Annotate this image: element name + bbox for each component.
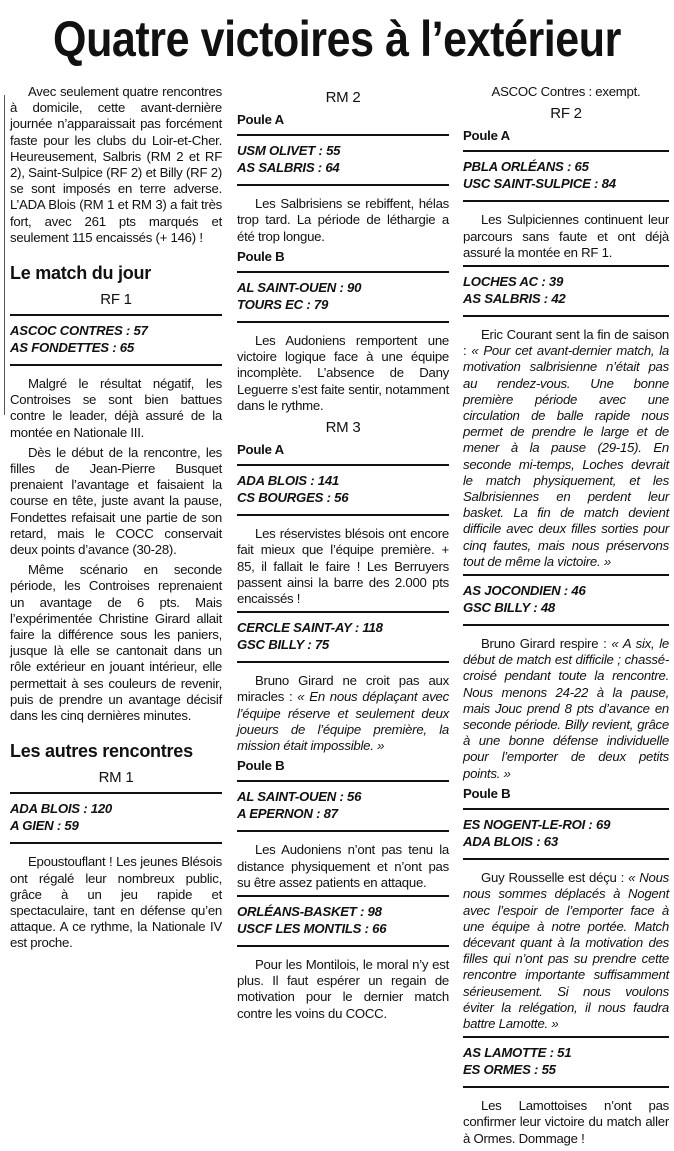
score-home: ADA BLOIS : 141 xyxy=(237,473,340,489)
paragraph-text: Guy Rousselle est déçu : xyxy=(481,870,629,886)
score-box xyxy=(10,314,222,366)
score-away: USCF LES MONTILS : 66 xyxy=(237,921,387,937)
paragraph xyxy=(463,212,669,261)
paragraph xyxy=(237,842,449,891)
poule-label: Poule A xyxy=(237,442,284,458)
paragraph-text: Les Lamottoises n’ont pas confirmer leur victoire du match aller à Ormes. Dommage ! xyxy=(463,1098,669,1146)
section-heading: Le match du jour xyxy=(10,263,152,284)
paragraph-text: Pour les Montilois, le moral n’y est plus. Il faut espérer un regain de motivation pour le dernier match contre les voins du COCC. xyxy=(237,957,449,1021)
score-box xyxy=(463,150,669,202)
score-box xyxy=(237,895,449,947)
score-box xyxy=(463,1036,669,1088)
paragraph-text: Les Sulpiciennes continuent leur parcours sans faute et ont déjà assuré la montée en RF 1. xyxy=(463,212,669,260)
paragraph-text: Avec seulement quatre rencontres à domicile, cette avant-dernière journée n’apparaissait pas forcément faste pour les clubs du Loir-et-Cher. Heureusement, Salbris (RM 2 et RF 2), Saint-Sulpice (RF 2) et Billy (RF 2) se sont imposés en terre adverse. L’ADA Blois (RM 1 et RM 3) a fait très fort, avec 261 pts marqués et seulement 115 encaissés (+ 146) ! xyxy=(10,84,222,245)
paragraph xyxy=(463,1098,669,1147)
poule-label: Poule B xyxy=(237,758,285,774)
paragraph xyxy=(10,84,222,246)
poule-label: Poule A xyxy=(463,128,510,144)
score-away: TOURS EC : 79 xyxy=(237,297,329,313)
score-home: AL SAINT-OUEN : 56 xyxy=(237,789,362,805)
score-away: A GIEN : 59 xyxy=(10,818,79,834)
paragraph-quote: « Pour cet avant-dernier match, la motivation salbrisienne n’était pas au rendez-vous. Une bonne première période avec une circulation de balle rapide nous permet de prendre le large et de mener à la pause (29-15). En seconde mi-temps, Loches devrait le match physiquement, et les Salbrisiennes en perdent leur basket. La fin de match devient difficile avec deux filles sorties pour cinq fautes, mais nous préservons tout de même la victoire. » xyxy=(463,343,669,569)
score-home: CERCLE SAINT-AY : 118 xyxy=(237,620,383,636)
paragraph xyxy=(463,636,669,782)
score-home: AS JOCONDIEN : 46 xyxy=(463,583,586,599)
score-box xyxy=(237,780,449,832)
score-home: ORLÉANS-BASKET : 98 xyxy=(237,904,382,920)
score-box xyxy=(237,134,449,186)
score-away: ES ORMES : 55 xyxy=(463,1062,556,1078)
paragraph-text: Les réservistes blésois ont encore fait mieux que l’équipe première. + 85, il fallait le faire ! Les Berruyers passent ainsi la barre des 2.000 pts encaissés ! xyxy=(237,526,449,607)
score-home: PBLA ORLÉANS : 65 xyxy=(463,159,589,175)
column-1 xyxy=(10,84,222,956)
score-home: AS LAMOTTE : 51 xyxy=(463,1045,572,1061)
paragraph xyxy=(463,327,669,570)
paragraph-text: Bruno Girard ne croit pas aux miracles : xyxy=(237,673,449,705)
note-text: ASCOC Contres : exempt. xyxy=(491,84,641,99)
paragraph-quote: « Nous nous sommes déplacés à Nogent avec l’espoir de l’emporter face à une équipe à notre portée. Match décevant quant à la motivation des filles qui n’ont pas su prendre cette rencontre importante suffisamment sérieusement. Si nous voulons éviter la relégation, il nous faudra battre Lamotte. » xyxy=(463,870,669,1031)
paragraph-text: Epoustouflant ! Les jeunes Blésois ont régalé leur nombreux public, grâce à un jeu rapide et spectaculaire, tant en défense qu’en attaque. A ce rythme, la Nationale IV est proche. xyxy=(10,854,222,951)
poule-label: Poule B xyxy=(463,785,511,801)
score-away: AS SALBRIS : 42 xyxy=(463,291,566,307)
paragraph-text: Les Audoniens n’ont pas tenu la distance physiquement et n’ont pas su être assez patients en attaque. xyxy=(237,842,449,890)
score-home: ADA BLOIS : 120 xyxy=(10,801,113,817)
paragraph-text: Les Salbrisiens se rebiffent, hélas trop tard. La période de léthargie a été trop longue. xyxy=(237,196,449,244)
paragraph-text: Dès le début de la rencontre, les filles de Jean-Pierre Busquet prenaient l’avantage et faisaient la course en tête, juste avant la pause, Fondettes refaisait une partie de son retard, mais le COCC conservait deux points d’avance (30-28). xyxy=(10,444,222,558)
paragraph xyxy=(10,376,222,441)
score-away: GSC BILLY : 48 xyxy=(463,600,556,616)
paragraph xyxy=(237,196,449,245)
paragraph xyxy=(237,333,449,414)
score-home: ES NOGENT-LE-ROI : 69 xyxy=(463,817,611,833)
score-box xyxy=(10,792,222,844)
division-label: RM 2 xyxy=(325,89,361,106)
division-label: RF 1 xyxy=(100,291,132,309)
score-box xyxy=(237,464,449,516)
score-away: AS FONDETTES : 65 xyxy=(10,340,134,356)
score-away: AS SALBRIS : 64 xyxy=(237,160,340,176)
score-box xyxy=(463,265,669,317)
poule-label: Poule A xyxy=(237,112,284,127)
score-away: GSC BILLY : 75 xyxy=(237,637,330,653)
section-heading: Les autres rencontres xyxy=(10,741,193,762)
score-home: USM OLIVET : 55 xyxy=(237,143,341,159)
score-away: USC SAINT-SULPICE : 84 xyxy=(463,176,616,192)
paragraph-text: Eric Courant sent la fin de saison : xyxy=(463,327,669,359)
paragraph xyxy=(10,445,222,558)
score-box xyxy=(463,808,669,860)
paragraph xyxy=(463,870,669,1032)
column-2 xyxy=(237,84,449,1026)
paragraph-quote: « En nous déplaçant avec l’équipe réserve et seulement deux joueurs de l’équipe première, la mission était impossible. » xyxy=(237,689,449,754)
division-label: RF 2 xyxy=(550,105,582,123)
paragraph-text: Bruno Girard respire : xyxy=(481,636,612,652)
score-box xyxy=(237,611,449,663)
column-3 xyxy=(463,84,669,1151)
paragraph-quote: « A six, le début de match est difficile ; chassé-croisé pendant toute la rencontre. Nous menons 24-22 à la pause, mais Jouc prend 8 pts d’avance en seconde période. Billy revient, grâce à une bonne défense individuelle pour l’emporter de deux petits points. » xyxy=(463,636,669,781)
paragraph-text: Même scénario en seconde période, les Controises reprenaient un avantage de 6 pts. Mais l’expérimentée Christine Girard allait faire la différence sous les paniers, jusque là elle se cantonait dans un rôle extérieur en jouant intérieur, elle permettait à ses couleurs de revenir, puis de prendre un avantage décisif dans les cinq dernières minutes. xyxy=(10,562,222,724)
score-home: AL SAINT-OUEN : 90 xyxy=(237,280,362,296)
poule-label: Poule B xyxy=(237,248,285,264)
division-label: RM 3 xyxy=(325,419,361,437)
paragraph-text: Malgré le résultat négatif, les Controises se sont bien battues contre le leader, déjà assuré de la montée en Nationale III. xyxy=(10,376,222,440)
paragraph xyxy=(237,673,449,754)
article-title: Quatre victoires à l’extérieur xyxy=(53,11,621,67)
score-away: A EPERNON : 87 xyxy=(237,806,338,822)
division-label: RM 1 xyxy=(98,769,134,787)
score-box xyxy=(237,271,449,323)
score-away: CS BOURGES : 56 xyxy=(237,490,349,506)
paragraph xyxy=(237,957,449,1022)
score-box xyxy=(463,574,669,626)
score-away: ADA BLOIS : 63 xyxy=(463,834,558,850)
paragraph xyxy=(10,562,222,724)
paragraph xyxy=(10,854,222,951)
paragraph-text: Les Audoniens remportent une victoire logique face à une équipe incomplète. L’absence de Dany Leguerre s’est faite sentir, notamment dans le rythme. xyxy=(237,333,449,413)
score-home: ASCOC CONTRES : 57 xyxy=(10,323,148,339)
paragraph xyxy=(237,526,449,607)
column-edge-rule xyxy=(4,95,5,415)
score-home: LOCHES AC : 39 xyxy=(463,274,564,290)
